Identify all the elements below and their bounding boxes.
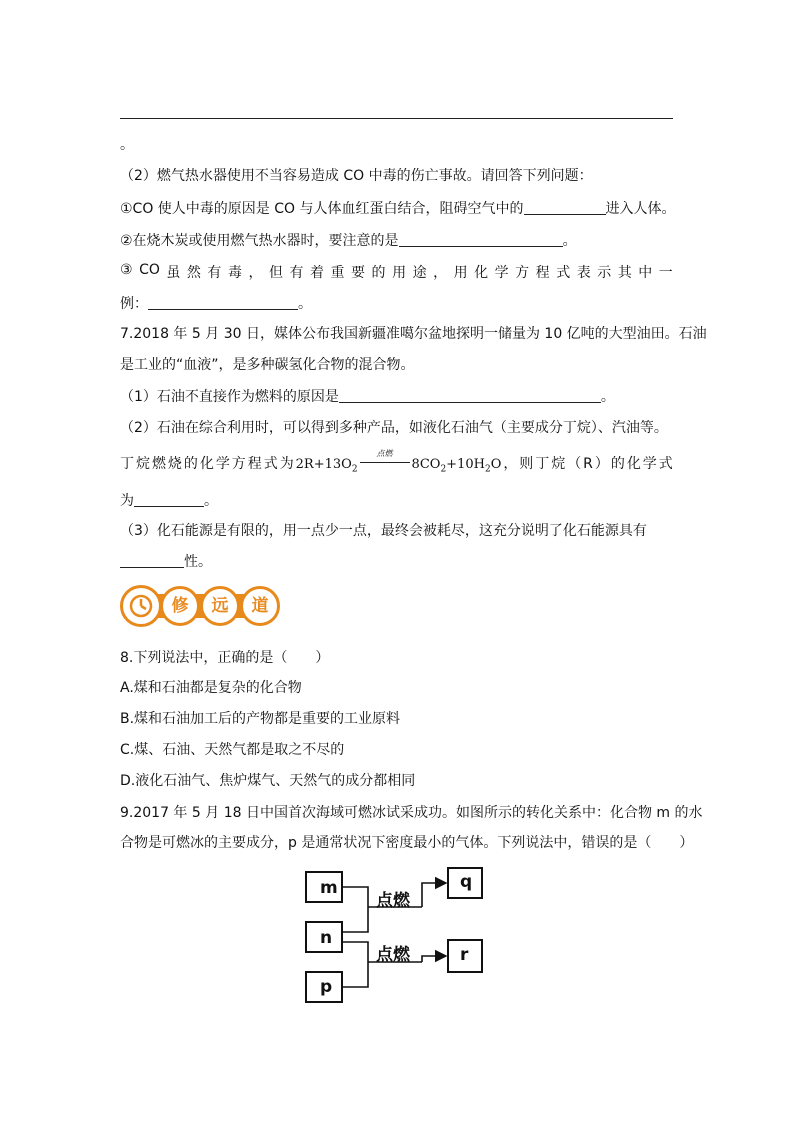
option-d: D.液化石油气、焦炉煤气、天然气的成分都相同 [120,773,416,789]
question-9-line-1: 9.2017 年 5 月 18 日中国首次海域可燃冰试采成功。如图所示的转化关系中：化合物 m 的水 [120,805,703,821]
question-6-2-a: ①CO 使人中毒的原因是 CO 与人体血红蛋白结合，阻碍空气中的 进入人体。 [120,201,676,217]
blank-field [339,388,601,403]
question-7-3-line-2: 性。 [120,551,212,571]
question-7-2-line-3: 为 。 [120,493,218,509]
condition-label-bottom: 点燃 [376,945,410,965]
question-8: 8.下列说法中，正确的是（ ） [120,650,330,666]
option-c: C.煤、石油、天然气都是取之不尽的 [120,742,345,758]
period-mark: 。 [120,137,134,153]
condition-label-top: 点燃 [376,891,410,911]
option-b: B.煤和石油加工后的产物都是重要的工业原料 [120,711,401,727]
option-a: A.煤和石油都是复杂的化合物 [120,680,302,696]
question-7-line-1: 7.2018 年 5 月 30 日，媒体公布我国新疆准噶尔盆地探明一储量为 10 亿吨的大型油田。石油 [120,326,707,342]
box-q-label: q [460,872,473,892]
question-9-line-2: 合物是可燃冰的主要成分，p 是通常状况下密度最小的气体。下列说法中，错误的是（ ） [120,835,694,851]
banner-char-3: 道 [240,586,280,626]
reaction-diagram [298,864,498,1014]
question-6-2-c: ③ CO 虽 然 有 毒 ， 但 有 着 重 要 的 用 途 ， 用 化 学 方 程 式 表 示 其 中 一 [120,262,673,281]
question-6-2-intro: （2）燃气热水器使用不当容易造成 CO 中毒的伤亡事故。请回答下列问题： [120,168,593,184]
section-banner [118,585,278,627]
box-n-label: n [320,928,333,948]
blank-field [399,232,563,247]
banner-char-1: 修 [160,586,200,626]
reaction-arrow: 点燃 [358,455,412,469]
question-7-2-line-2: 丁 烷 燃 烧 的 化 学 方 程 式 为 $2R+13O_2$ 点燃 $8CO_2+10H_2O$ ， 则 丁 烷 （ R ） 的 化 学 式 [120,449,673,475]
box-p-label: p [320,977,333,997]
blank-field [134,492,204,507]
blank-field [148,295,298,310]
question-6-2-c-cont: 例： 。 [120,296,312,312]
chemical-equation: $2R+13O_2$ 点燃 $8CO_2+10H_2O$ [295,449,502,475]
box-r-label: r [460,945,469,965]
blank-field [120,553,184,568]
question-6-2-b: ②在烧木炭或使用燃气热水器时，要注意的是 。 [120,233,577,249]
clock-icon [120,585,162,627]
question-7-line-2: 是工业的“血液”，是多种碳氢化合物的混合物。 [120,357,415,373]
question-7-1: （1）石油不直接作为燃料的原因是 。 [120,389,615,405]
banner-char-2: 远 [200,586,240,626]
question-7-2-line-1: （2）石油在综合利用时，可以得到多种产品，如液化石油气（主要成分丁烷）、汽油等。 [120,420,668,436]
blank-field [524,200,606,215]
box-m-label: m [320,878,338,898]
answer-line-top [120,118,673,119]
question-7-3-line-1: （3）化石能源是有限的，用一点少一点，最终会被耗尽，这充分说明了化石能源具有 [120,523,647,539]
